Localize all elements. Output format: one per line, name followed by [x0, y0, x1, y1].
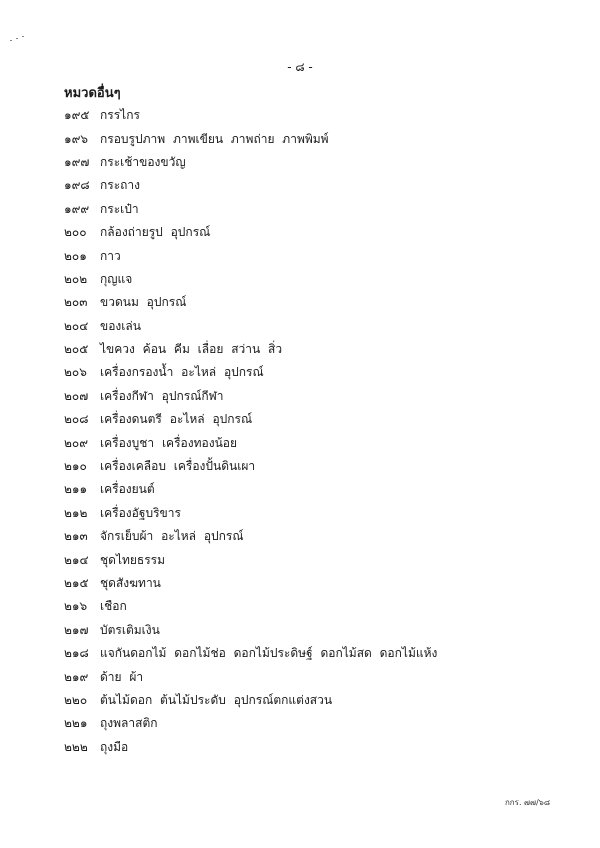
list-item	[64, 572, 564, 595]
item-list	[64, 104, 564, 759]
item-number: ๒๐๒	[64, 271, 88, 286]
item-number: ๒๑๓	[64, 529, 88, 544]
item-text: กระถาง	[100, 178, 141, 193]
item-number: ๒๐๘	[64, 412, 89, 427]
item-number: ๒๑๔	[64, 552, 89, 567]
list-item	[64, 385, 564, 408]
scan-speck	[10, 36, 28, 44]
item-text: เครื่องกรองน้ำ อะไหล่ อุปกรณ์	[100, 365, 264, 380]
item-number: ๒๑๘	[64, 646, 89, 661]
list-item	[64, 642, 564, 665]
list-item	[64, 619, 564, 642]
item-text: ชุดไทยธรรม	[100, 552, 166, 567]
section-heading: หมวดอื่นๆ	[64, 86, 121, 101]
item-number: ๒๐๗	[64, 388, 89, 403]
item-text: ถุงมือ	[100, 739, 129, 754]
list-item	[64, 408, 564, 431]
item-number: ๑๙๘	[64, 178, 90, 193]
item-text: กรรไกร	[100, 108, 140, 123]
item-text: กาว	[100, 248, 121, 263]
item-text: เครื่องยนต์	[100, 482, 155, 497]
item-text: ชุดสังฆทาน	[100, 576, 161, 590]
item-number: ๒๑๕	[64, 576, 89, 590]
list-item	[64, 736, 564, 759]
item-text: ด้าย ผ้า	[100, 669, 144, 684]
list-item	[64, 665, 564, 688]
list-item	[64, 127, 564, 150]
item-number: ๒๐๙	[64, 435, 89, 450]
list-item	[64, 268, 564, 291]
list-item	[64, 361, 564, 384]
item-number: ๒๒๒	[64, 739, 88, 754]
list-item	[64, 338, 564, 361]
list-item	[64, 244, 564, 267]
item-number: ๒๐๑	[64, 248, 87, 263]
item-number: ๒๐๐	[64, 225, 87, 240]
list-item	[64, 291, 564, 314]
item-text: ต้นไม้ดอก ต้นไม้ประดับ อุปกรณ์ตกแต่งสวน	[100, 692, 333, 707]
item-text: เครื่องบูชา เครื่องทองน้อย	[100, 435, 238, 450]
item-text: ขวดนม อุปกรณ์	[100, 295, 187, 310]
list-item	[64, 548, 564, 571]
list-item	[64, 431, 564, 454]
item-text: เชือก	[100, 599, 127, 614]
item-number: ๑๙๖	[64, 131, 89, 146]
item-number: ๒๑๐	[64, 459, 87, 474]
item-number: ๒๑๑	[64, 482, 88, 497]
item-number: ๑๙๕	[64, 108, 90, 123]
item-text: เครื่องอัฐบริขาร	[100, 505, 181, 520]
list-item	[64, 104, 564, 127]
page-number: - ๘ -	[287, 60, 313, 74]
list-item	[64, 151, 564, 174]
item-text: บัตรเติมเงิน	[100, 622, 160, 637]
item-text: กุญแจ	[100, 271, 133, 286]
item-text: ของเล่น	[100, 318, 141, 333]
item-text: เครื่องดนตรี อะไหล่ อุปกรณ์	[100, 412, 253, 427]
list-item	[64, 478, 564, 501]
list-item	[64, 689, 564, 712]
item-text: กระเช้าของขวัญ	[100, 154, 186, 169]
item-number: ๒๑๖	[64, 599, 88, 614]
item-text: จักรเย็บผ้า อะไหล่ อุปกรณ์	[100, 529, 244, 544]
list-item	[64, 315, 564, 338]
item-number: ๒๒๐	[64, 692, 88, 707]
list-item	[64, 174, 564, 197]
item-number: ๑๙๗	[64, 154, 90, 169]
item-number: ๒๐๕	[64, 342, 89, 357]
list-item	[64, 525, 564, 548]
item-text: กล้องถ่ายรูป อุปกรณ์	[100, 225, 211, 240]
item-text: ถุงพลาสติก	[100, 716, 158, 731]
item-number: ๒๑๗	[64, 622, 89, 637]
item-number: ๒๑๒	[64, 505, 88, 520]
item-number: ๒๐๓	[64, 295, 88, 310]
item-number: ๒๒๑	[64, 716, 88, 731]
list-item	[64, 455, 564, 478]
list-item	[64, 221, 564, 244]
list-item	[64, 198, 564, 221]
item-number: ๒๐๔	[64, 318, 89, 333]
item-text: แจกันดอกไม้ ดอกไม้ช่อ ดอกไม้ประดิษฐ์ ดอกไม้สด ดอกไม้แห้ง	[100, 646, 438, 661]
item-number: ๒๑๙	[64, 669, 89, 684]
item-text: เครื่องเคลือบ เครื่องปั้นดินเผา	[100, 459, 256, 474]
item-number: ๒๐๖	[64, 365, 87, 380]
footer-code: กกร. ๗๗/๖๘	[504, 798, 550, 807]
item-text: กรอบรูปภาพ ภาพเขียน ภาพถ่าย ภาพพิมพ์	[100, 131, 329, 146]
item-text: เครื่องกีฬา อุปกรณ์กีฬา	[100, 388, 224, 403]
list-item	[64, 595, 564, 618]
item-text: ไขควง ค้อน คีม เลื่อย สว่าน สิ่ว	[100, 342, 283, 357]
list-item	[64, 502, 564, 525]
item-number: ๑๙๙	[64, 201, 90, 216]
item-text: กระเป๋า	[100, 201, 139, 216]
list-item	[64, 712, 564, 735]
